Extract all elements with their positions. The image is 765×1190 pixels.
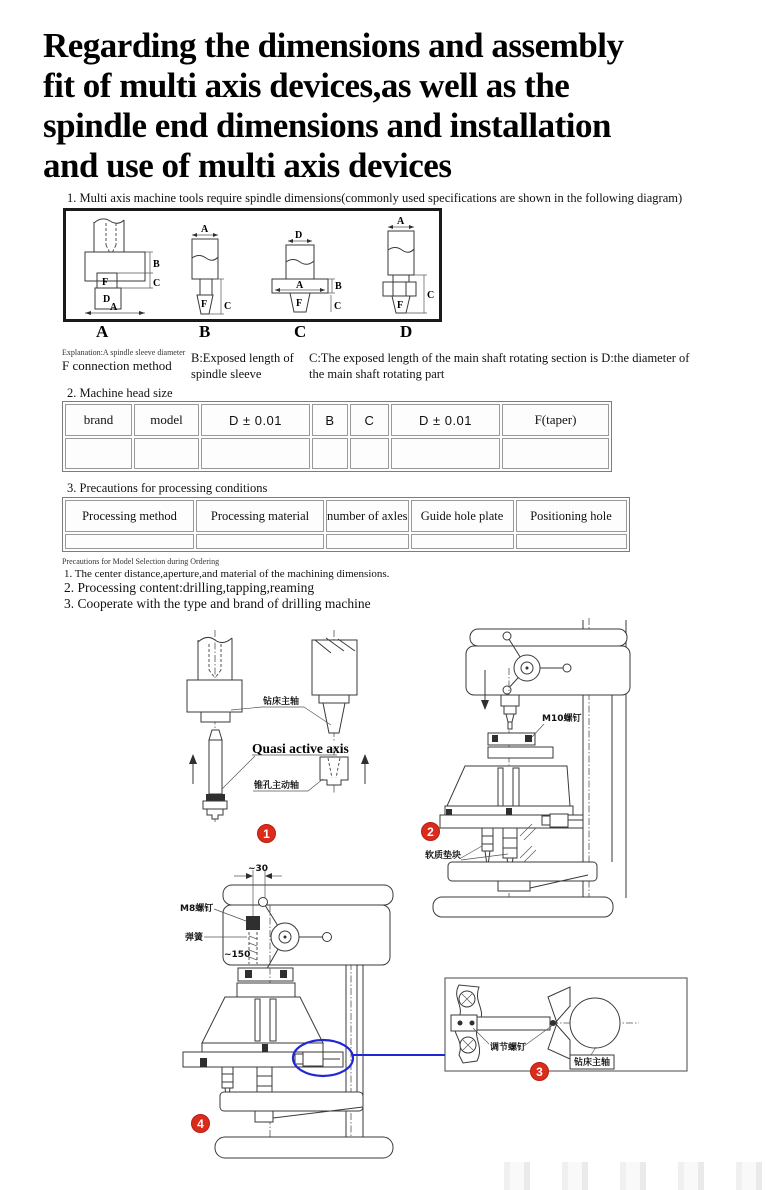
page-title (43, 26, 743, 186)
drill-spindle-label: 钻床主轴 (573, 1058, 611, 1068)
step-1-badge: 1 (257, 824, 276, 843)
callout-connector-line (353, 1054, 445, 1056)
svg-text:F: F (102, 277, 109, 288)
svg-text:F: F (397, 300, 404, 311)
step-2-badge: 2 (421, 822, 440, 841)
spring-label: 弹簧 (185, 933, 204, 943)
right-spindle-drawing (312, 630, 369, 794)
svg-text:F: F (296, 298, 303, 309)
header-d2: D ± 0.01 (391, 404, 500, 436)
quasi-active-axis-label: Quasi active axis (252, 741, 349, 756)
svg-text:B: B (335, 281, 342, 292)
spindle-fig-b (192, 224, 231, 314)
table-and-base (433, 862, 613, 917)
header-guide-hole-plate: Guide hole plate (411, 500, 514, 532)
taper-drive-axis-label: 锥孔主动轴 (254, 781, 300, 791)
title-line: and use of multi axis devices (43, 146, 452, 185)
table-and-base (215, 1092, 393, 1158)
head (466, 629, 630, 710)
diagram-2-drill-press (420, 618, 635, 920)
machine-head-table (62, 401, 612, 472)
drill-spindle-label: 钻床主轴 (263, 697, 300, 707)
title-line: Regarding the dimensions and assembly (43, 26, 624, 65)
explanation-note-b: B:Exposed length of spindle sleeve (191, 351, 294, 381)
step-3-badge: 3 (530, 1062, 549, 1081)
step-4-badge: 4 (191, 1114, 210, 1133)
variant-label-d: D (400, 322, 413, 341)
processing-heading: 3. Precautions for processing conditions (67, 481, 268, 495)
header-f-taper: F(taper) (502, 404, 609, 436)
header-c: C (350, 404, 389, 436)
header-processing-material: Processing material (196, 500, 324, 532)
empty-cell (502, 438, 609, 469)
svg-text:B: B (153, 259, 160, 270)
svg-text:D: D (103, 294, 111, 305)
empty-cell (65, 534, 194, 549)
ordering-item-2: 2. Processing content:drilling,tapping,reaming (64, 580, 315, 595)
empty-cell (411, 534, 514, 549)
table-header-row (65, 500, 627, 532)
m8-screw-label: M8螺钉 (180, 904, 214, 914)
svg-text:A: A (397, 216, 405, 227)
spindle-fig-a (85, 219, 160, 315)
explanation-note-a: Explanation:A spindle sleeve diameter (62, 348, 186, 357)
header-d1: D ± 0.01 (201, 404, 310, 436)
diagram-4-drill-press-spring (130, 858, 410, 1162)
variant-label-a: A (96, 322, 109, 341)
title-line: fit of multi axis devices,as well as the (43, 66, 570, 105)
diagram-1-spindle-fit (165, 622, 415, 852)
header-brand: brand (65, 404, 132, 436)
empty-cell (350, 438, 389, 469)
header-number-of-axles: number of axles (326, 500, 409, 532)
table-row (65, 438, 609, 469)
svg-text:C: C (334, 301, 342, 312)
empty-cell (196, 534, 324, 549)
svg-text:C: C (224, 301, 232, 312)
header-processing-method: Processing method (65, 500, 194, 532)
variant-label-c: C (294, 322, 307, 341)
spindle-fig-d (383, 216, 434, 313)
svg-text:D: D (295, 230, 303, 241)
variant-label-b: B (199, 322, 211, 341)
machine-head-heading: 2. Machine head size (67, 386, 173, 400)
empty-cell (516, 534, 627, 549)
empty-cell (391, 438, 500, 469)
spindle-fig-c (272, 230, 342, 312)
ordering-item-3: 3. Cooperate with the type and brand of drilling machine (64, 596, 371, 611)
empty-cell (201, 438, 310, 469)
table-row (65, 534, 627, 549)
empty-cell (312, 438, 348, 469)
soft-pad-label: 软质垫块 (425, 851, 462, 861)
spindle-dimension-figure-box (63, 208, 442, 322)
title-line: spindle end dimensions and installation (43, 106, 611, 145)
adjust-screw-label: 调节螺钉 (490, 1043, 527, 1053)
processing-table (62, 497, 630, 552)
ordering-item-1: 1. The center distance,aperture,and material of the machining dimensions. (64, 568, 390, 580)
empty-cell (326, 534, 409, 549)
bottom-edge-artifact (490, 1162, 765, 1190)
explanation-note-f: F connection method (62, 358, 172, 373)
svg-text:C: C (153, 278, 161, 289)
intro-note: 1. Multi axis machine tools require spindle dimensions(commonly used specifications are shown in the following diagram) (67, 191, 683, 205)
dim-30-label: ~30 (248, 864, 269, 874)
table-header-row (65, 404, 609, 436)
empty-cell (134, 438, 199, 469)
svg-text:A: A (296, 280, 304, 291)
m10-screw-label: M10螺钉 (542, 714, 582, 724)
dim-150-label: ~150 (224, 950, 251, 960)
spindle-dimension-figure (66, 211, 439, 319)
svg-text:A: A (201, 224, 209, 235)
diagram-3-adjust-screw-detail (443, 975, 693, 1078)
svg-text:F: F (201, 299, 208, 310)
header-positioning-hole: Positioning hole (516, 500, 627, 532)
explanation-note-cd: C:The exposed length of the main shaft rotating section is D:the diameter of the main shaft rotating part (309, 351, 690, 381)
header-b: B (312, 404, 348, 436)
header-model: model (134, 404, 199, 436)
svg-text:A: A (110, 302, 118, 313)
empty-cell (65, 438, 132, 469)
left-spindle-drawing (187, 630, 242, 822)
svg-text:C: C (427, 290, 435, 301)
ordering-heading: Precautions for Model Selection during Ordering (62, 557, 220, 566)
